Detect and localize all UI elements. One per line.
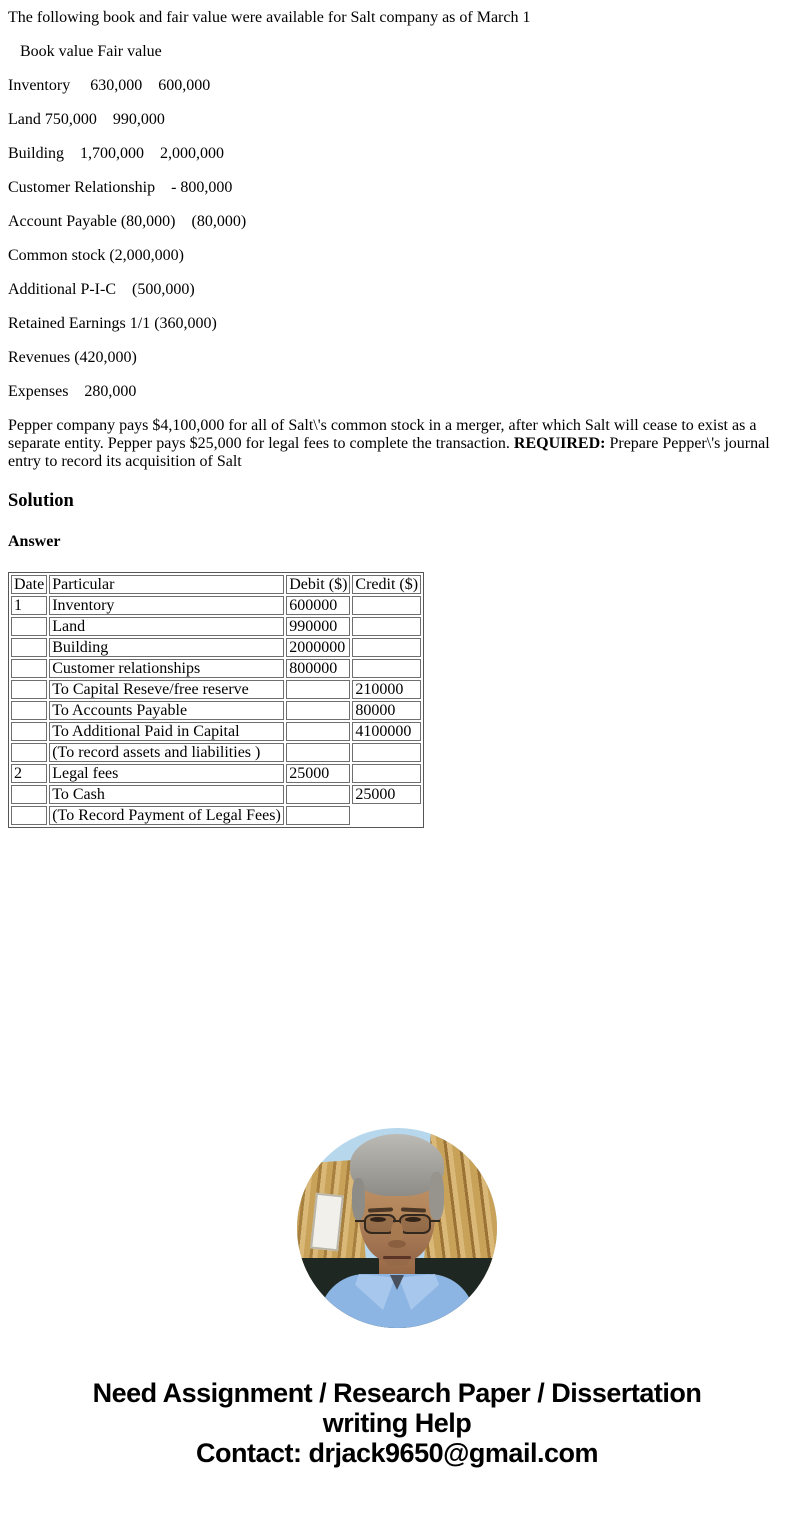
cell-credit: 210000	[352, 680, 421, 699]
cell-debit	[286, 785, 350, 804]
table-row	[11, 764, 421, 783]
cell-particular: Legal fees	[49, 764, 284, 783]
cell-credit: 80000	[352, 701, 421, 720]
cell-credit: 4100000	[352, 722, 421, 741]
avatar-hair-side-right	[429, 1172, 444, 1220]
narrative-instruction: Prepare Pepper\'s journal entry to record its acquisition of Salt	[8, 435, 774, 470]
cell-date	[11, 785, 47, 804]
avatar-chin	[386, 1261, 408, 1266]
required-label: REQUIRED:	[513, 435, 606, 452]
contact-banner-line-1: Need Assignment / Research Paper / Dissertation	[92, 1378, 702, 1408]
line-item-additional-pic: Additional P-I-C (500,000)	[8, 281, 195, 298]
cell-particular: To Cash	[49, 785, 284, 804]
table-row	[11, 743, 421, 762]
contact-banner-line-2: writing Help	[322, 1408, 472, 1438]
cell-date	[11, 680, 47, 699]
narrative-text: Pepper company pays $4,100,000 for all of Salt\'s common stock in a merger, after which Salt will cease to exist as a separate entity. Pepper pays $25,000 for legal fees to complete the transaction.	[8, 417, 761, 452]
solution-heading: Solution	[8, 491, 74, 511]
header-credit: Credit ($)	[352, 575, 421, 594]
cell-particular: To Additional Paid in Capital	[49, 722, 284, 741]
cell-debit: 25000	[286, 764, 350, 783]
avatar-glasses-arm-right	[430, 1220, 440, 1222]
cell-debit: 800000	[286, 659, 350, 678]
cell-particular: To Capital Reseve/free reserve	[49, 680, 284, 699]
cell-debit: 600000	[286, 596, 350, 615]
cell-debit: 990000	[286, 617, 350, 636]
table-row	[11, 722, 421, 741]
table-row	[11, 680, 421, 699]
cell-credit	[352, 596, 421, 615]
line-item-common-stock: Common stock (2,000,000)	[8, 247, 184, 264]
cell-credit	[352, 764, 421, 783]
line-item-building: Building 1,700,000 2,000,000	[8, 145, 225, 162]
cell-date	[11, 659, 47, 678]
cell-date	[11, 722, 47, 741]
line-item-customer-relationship: Customer Relationship - 800,000	[8, 179, 233, 196]
avatar-hair-side-left	[352, 1178, 365, 1220]
cell-debit	[286, 680, 350, 699]
journal-entry-table	[8, 572, 424, 828]
cell-debit	[286, 806, 350, 825]
table-row	[11, 785, 421, 804]
cell-date	[11, 701, 47, 720]
cell-particular: To Accounts Payable	[49, 701, 284, 720]
avatar-lip-shadow	[385, 1249, 409, 1255]
cell-credit	[352, 743, 421, 762]
cell-date	[11, 743, 47, 762]
answer-heading: Answer	[8, 533, 61, 550]
cell-date	[11, 806, 47, 825]
cell-date: 1	[11, 596, 47, 615]
header-particular: Particular	[49, 575, 284, 594]
table-row	[11, 638, 421, 657]
line-item-revenues: Revenues (420,000)	[8, 349, 137, 366]
column-headings-line: Book value Fair value	[8, 43, 162, 60]
cell-date	[11, 638, 47, 657]
cell-credit	[352, 659, 421, 678]
cell-particular: Customer relationships	[49, 659, 284, 678]
cell-debit	[286, 722, 350, 741]
narrative-paragraph	[8, 417, 786, 471]
contact-email: Contact: drjack9650@gmail.com	[196, 1438, 598, 1468]
line-item-land: Land 750,000 990,000	[8, 111, 165, 128]
line-item-retained-earnings: Retained Earnings 1/1 (360,000)	[8, 315, 217, 332]
cell-credit	[352, 638, 421, 657]
cell-particular: Building	[49, 638, 284, 657]
table-row	[11, 659, 421, 678]
header-debit: Debit ($)	[286, 575, 350, 594]
instructor-photo	[297, 1128, 497, 1328]
avatar-mouth	[383, 1256, 411, 1259]
table-row	[11, 806, 421, 825]
table-row	[11, 596, 421, 615]
photo-background-window	[310, 1193, 344, 1252]
cell-credit: 25000	[352, 785, 421, 804]
cell-debit	[286, 743, 350, 762]
avatar-glasses-arm-left	[355, 1220, 365, 1222]
header-date: Date	[11, 575, 47, 594]
document-body	[0, 9, 794, 828]
cell-date: 2	[11, 764, 47, 783]
table-row	[11, 701, 421, 720]
avatar-nose-tip	[388, 1240, 406, 1248]
line-item-inventory: Inventory 630,000 600,000	[8, 77, 211, 94]
table-header-row	[11, 575, 421, 594]
table-row	[11, 617, 421, 636]
line-item-expenses: Expenses 280,000	[8, 383, 137, 400]
cell-debit: 2000000	[286, 638, 350, 657]
cell-date	[11, 617, 47, 636]
problem-title: The following book and fair value were available for Salt company as of March 1	[8, 9, 531, 26]
cell-particular: (To record assets and liabilities )	[49, 743, 284, 762]
cell-particular: Land	[49, 617, 284, 636]
avatar-glasses-lens-right	[399, 1214, 431, 1234]
cell-particular: (To Record Payment of Legal Fees)	[49, 806, 284, 825]
line-item-account-payable: Account Payable (80,000) (80,000)	[8, 213, 247, 230]
cell-particular: Inventory	[49, 596, 284, 615]
instructor-photo-wrap	[297, 1128, 497, 1328]
cell-credit	[352, 617, 421, 636]
contact-banner	[0, 1378, 794, 1496]
cell-debit	[286, 701, 350, 720]
